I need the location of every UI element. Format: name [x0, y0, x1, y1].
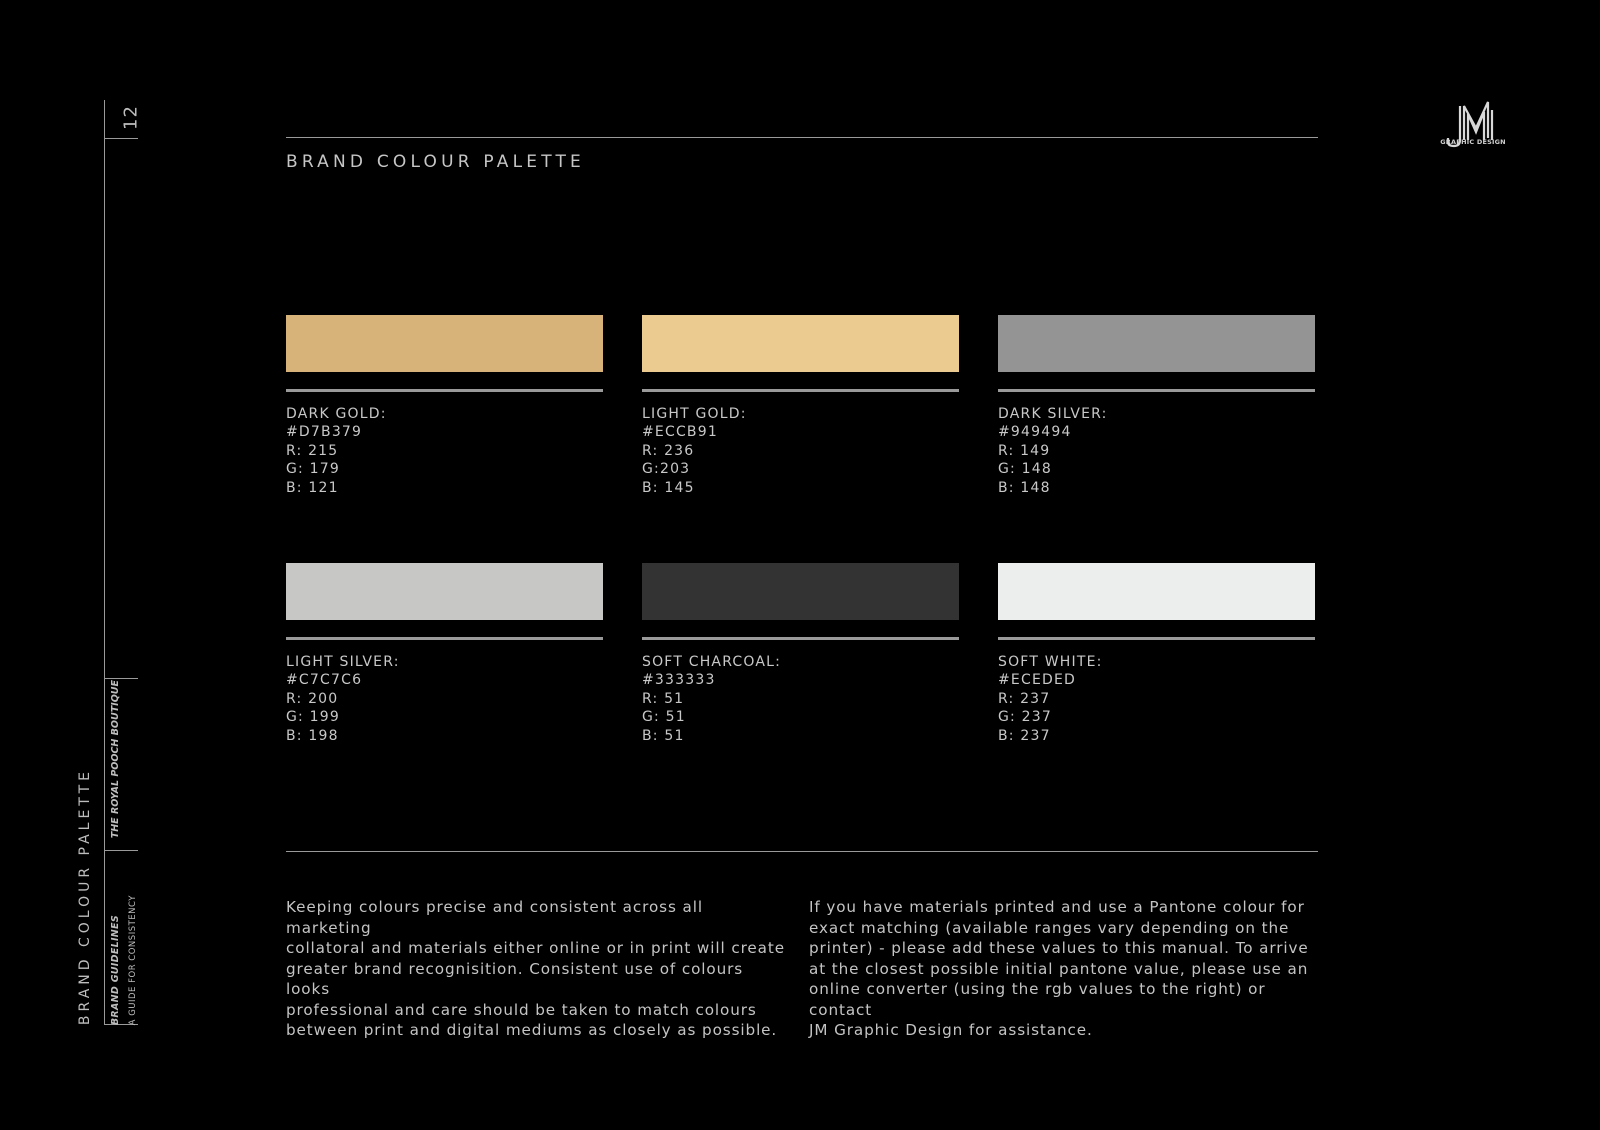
paragraph-line: printer) - please add these values to this manual. To arrive: [809, 939, 1309, 957]
swatch-rule: [998, 637, 1315, 640]
swatch-name: LIGHT GOLD:: [642, 406, 747, 422]
swatch-hex: #ECEDED: [998, 672, 1077, 689]
swatch-r: R: 215: [286, 442, 339, 459]
swatch-name: SOFT CHARCOAL:: [642, 654, 782, 670]
header-rule: [286, 137, 1318, 138]
swatch-g: G: 237: [998, 709, 1052, 726]
swatch-name: SOFT WHITE:: [998, 654, 1103, 670]
swatch-soft-white: [998, 563, 1315, 620]
swatch-g: G:203: [642, 461, 691, 478]
swatch-hex: #ECCB91: [642, 424, 718, 441]
body-paragraph-left: [286, 897, 786, 1041]
swatch-b: B: 198: [286, 727, 339, 744]
rail-divider-mid: [104, 678, 138, 679]
swatch-r: R: 51: [642, 690, 685, 707]
swatch-hex: #D7B379: [286, 424, 363, 441]
paragraph-line: professional and care should be taken to match colours: [286, 1000, 757, 1019]
swatch-card-dark-gold: [286, 315, 603, 497]
swatch-name: DARK SILVER:: [998, 406, 1108, 422]
swatch-r: R: 237: [998, 690, 1051, 707]
swatch-g: G: 179: [286, 461, 340, 478]
swatch-g: G: 199: [286, 709, 340, 726]
paragraph-line: online converter (using the rgb values to the right) or contact: [809, 980, 1266, 1019]
swatch-soft-charcoal: [642, 563, 959, 620]
paragraph-line: between print and digital mediums as closely as possible.: [286, 1021, 778, 1039]
swatch-hex: #949494: [998, 424, 1072, 441]
swatch-card-light-silver: [286, 563, 603, 745]
page-title: BRAND COLOUR PALETTE: [286, 152, 585, 172]
logo-caption: GRAPHIC DESIGN: [1440, 138, 1506, 146]
swatch-rule: [642, 637, 959, 640]
swatch-rule: [286, 389, 603, 392]
swatch-b: B: 121: [286, 479, 339, 496]
paragraph-line: greater brand recognisition. Consistent use of colours looks: [286, 959, 744, 998]
swatch-hex: #333333: [642, 672, 716, 689]
sidebar-section-title: BRAND COLOUR PALETTE: [77, 767, 93, 1025]
swatch-b: B: 148: [998, 479, 1051, 496]
paragraph-line: Keeping colours precise and consistent across all marketing: [286, 898, 703, 937]
rail-divider-top: [104, 138, 138, 139]
side-rail-line: [104, 100, 105, 1025]
sidebar-guide-subtitle: A GUIDE FOR CONSISTENCY: [128, 894, 138, 1025]
swatch-light-gold: [642, 315, 959, 372]
swatch-dark-silver: [998, 315, 1315, 372]
body-paragraph-right: [809, 897, 1329, 1041]
swatch-r: R: 200: [286, 690, 339, 707]
swatch-rule: [286, 637, 603, 640]
swatch-r: R: 149: [998, 442, 1051, 459]
swatch-hex: #C7C7C6: [286, 672, 363, 689]
swatch-b: B: 237: [998, 727, 1051, 744]
swatch-rule: [998, 389, 1315, 392]
swatch-name: LIGHT SILVER:: [286, 654, 400, 670]
paragraph-line: collatoral and materials either online or in print will create: [286, 939, 785, 957]
swatch-card-soft-charcoal: [642, 563, 959, 745]
swatch-b: B: 51: [642, 727, 685, 744]
paragraph-line: If you have materials printed and use a Pantone colour for: [809, 898, 1305, 916]
swatch-dark-gold: [286, 315, 603, 372]
swatch-g: G: 51: [642, 709, 686, 726]
page-number: 12: [120, 105, 142, 131]
swatch-b: B: 145: [642, 479, 695, 496]
paragraph-line: at the closest possible initial pantone value, please use an: [809, 959, 1309, 978]
sidebar-guide-title: BRAND GUIDELINES: [110, 914, 121, 1025]
paragraph-line: exact matching (available ranges vary depending on the: [809, 918, 1290, 937]
swatch-name: DARK GOLD:: [286, 406, 387, 422]
swatch-rule: [642, 389, 959, 392]
swatch-card-soft-white: [998, 563, 1315, 745]
swatch-card-light-gold: [642, 315, 959, 497]
swatch-card-dark-silver: [998, 315, 1315, 497]
sidebar-brand-name: THE ROYAL POOCH BOUTIQUE: [110, 679, 121, 838]
swatch-r: R: 236: [642, 442, 695, 459]
swatch-light-silver: [286, 563, 603, 620]
swatch-g: G: 148: [998, 461, 1052, 478]
rail-divider-low: [104, 850, 138, 851]
footer-rule: [286, 851, 1318, 852]
paragraph-line: JM Graphic Design for assistance.: [809, 1021, 1093, 1039]
